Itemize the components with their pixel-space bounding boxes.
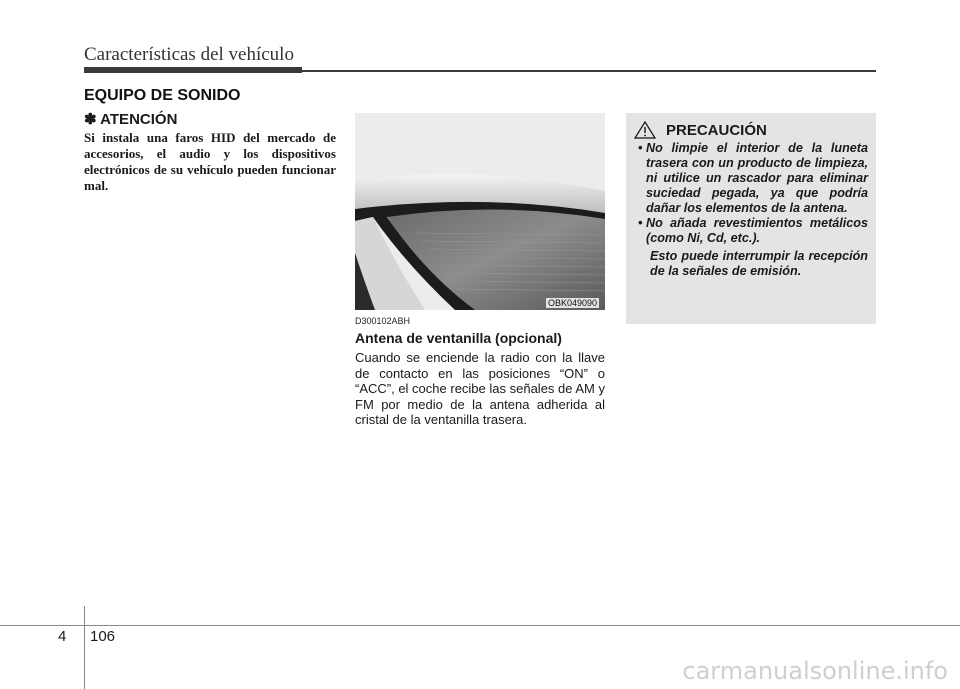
section-title: EQUIPO DE SONIDO (84, 87, 241, 104)
attention-body: Si instala una faros HID del mercado de accesorios, el audio y los dispositivos electrónicos de su vehículo pueden funcionar mal. (84, 130, 336, 193)
caution-list (634, 141, 868, 246)
chapter-title: Características del vehículo (84, 44, 294, 65)
rear-window-photo (355, 113, 605, 310)
header-bar (84, 67, 302, 73)
warning-triangle-icon (634, 121, 656, 139)
antenna-section (355, 316, 605, 428)
rear-window-illustration (355, 113, 605, 310)
caution-box (626, 113, 876, 324)
antenna-subtitle: Antena de ventanilla (opcional) (355, 330, 562, 346)
footer-divider (84, 606, 85, 689)
caution-item: • No añada revestimientos metálicos (como Ni, Cd, etc.). (638, 216, 868, 245)
chapter-number: 4 (58, 628, 67, 645)
figure-code: OBK049090 (547, 298, 597, 308)
page-number: 106 (90, 628, 116, 645)
header-rule (302, 70, 876, 72)
caution-heading: PRECAUCIÓN (666, 121, 767, 139)
caution-item: • No limpie el interior de la luneta trasera con un producto de limpieza, ni utilice un rascador para eliminar suciedad pegada, ya que podría dañar los elementos de la antena. (638, 141, 868, 215)
footer-rule (0, 625, 960, 626)
antenna-body: Cuando se enciende la radio con la llave de contacto en las posiciones “ON” o “ACC”, el coche recibe las señales de AM y FM por medio de la antena adherida al cristal de la ventanilla trasera. (355, 350, 605, 427)
attention-block (84, 110, 336, 194)
caution-note: Esto puede interrumpir la recepción de la señales de emisión. (650, 249, 868, 278)
attention-heading: ✽ ATENCIÓN (84, 111, 178, 128)
section-code: D300102ABH (355, 316, 411, 326)
watermark: carmanualsonline.info (682, 657, 948, 685)
caution-header (634, 121, 868, 139)
